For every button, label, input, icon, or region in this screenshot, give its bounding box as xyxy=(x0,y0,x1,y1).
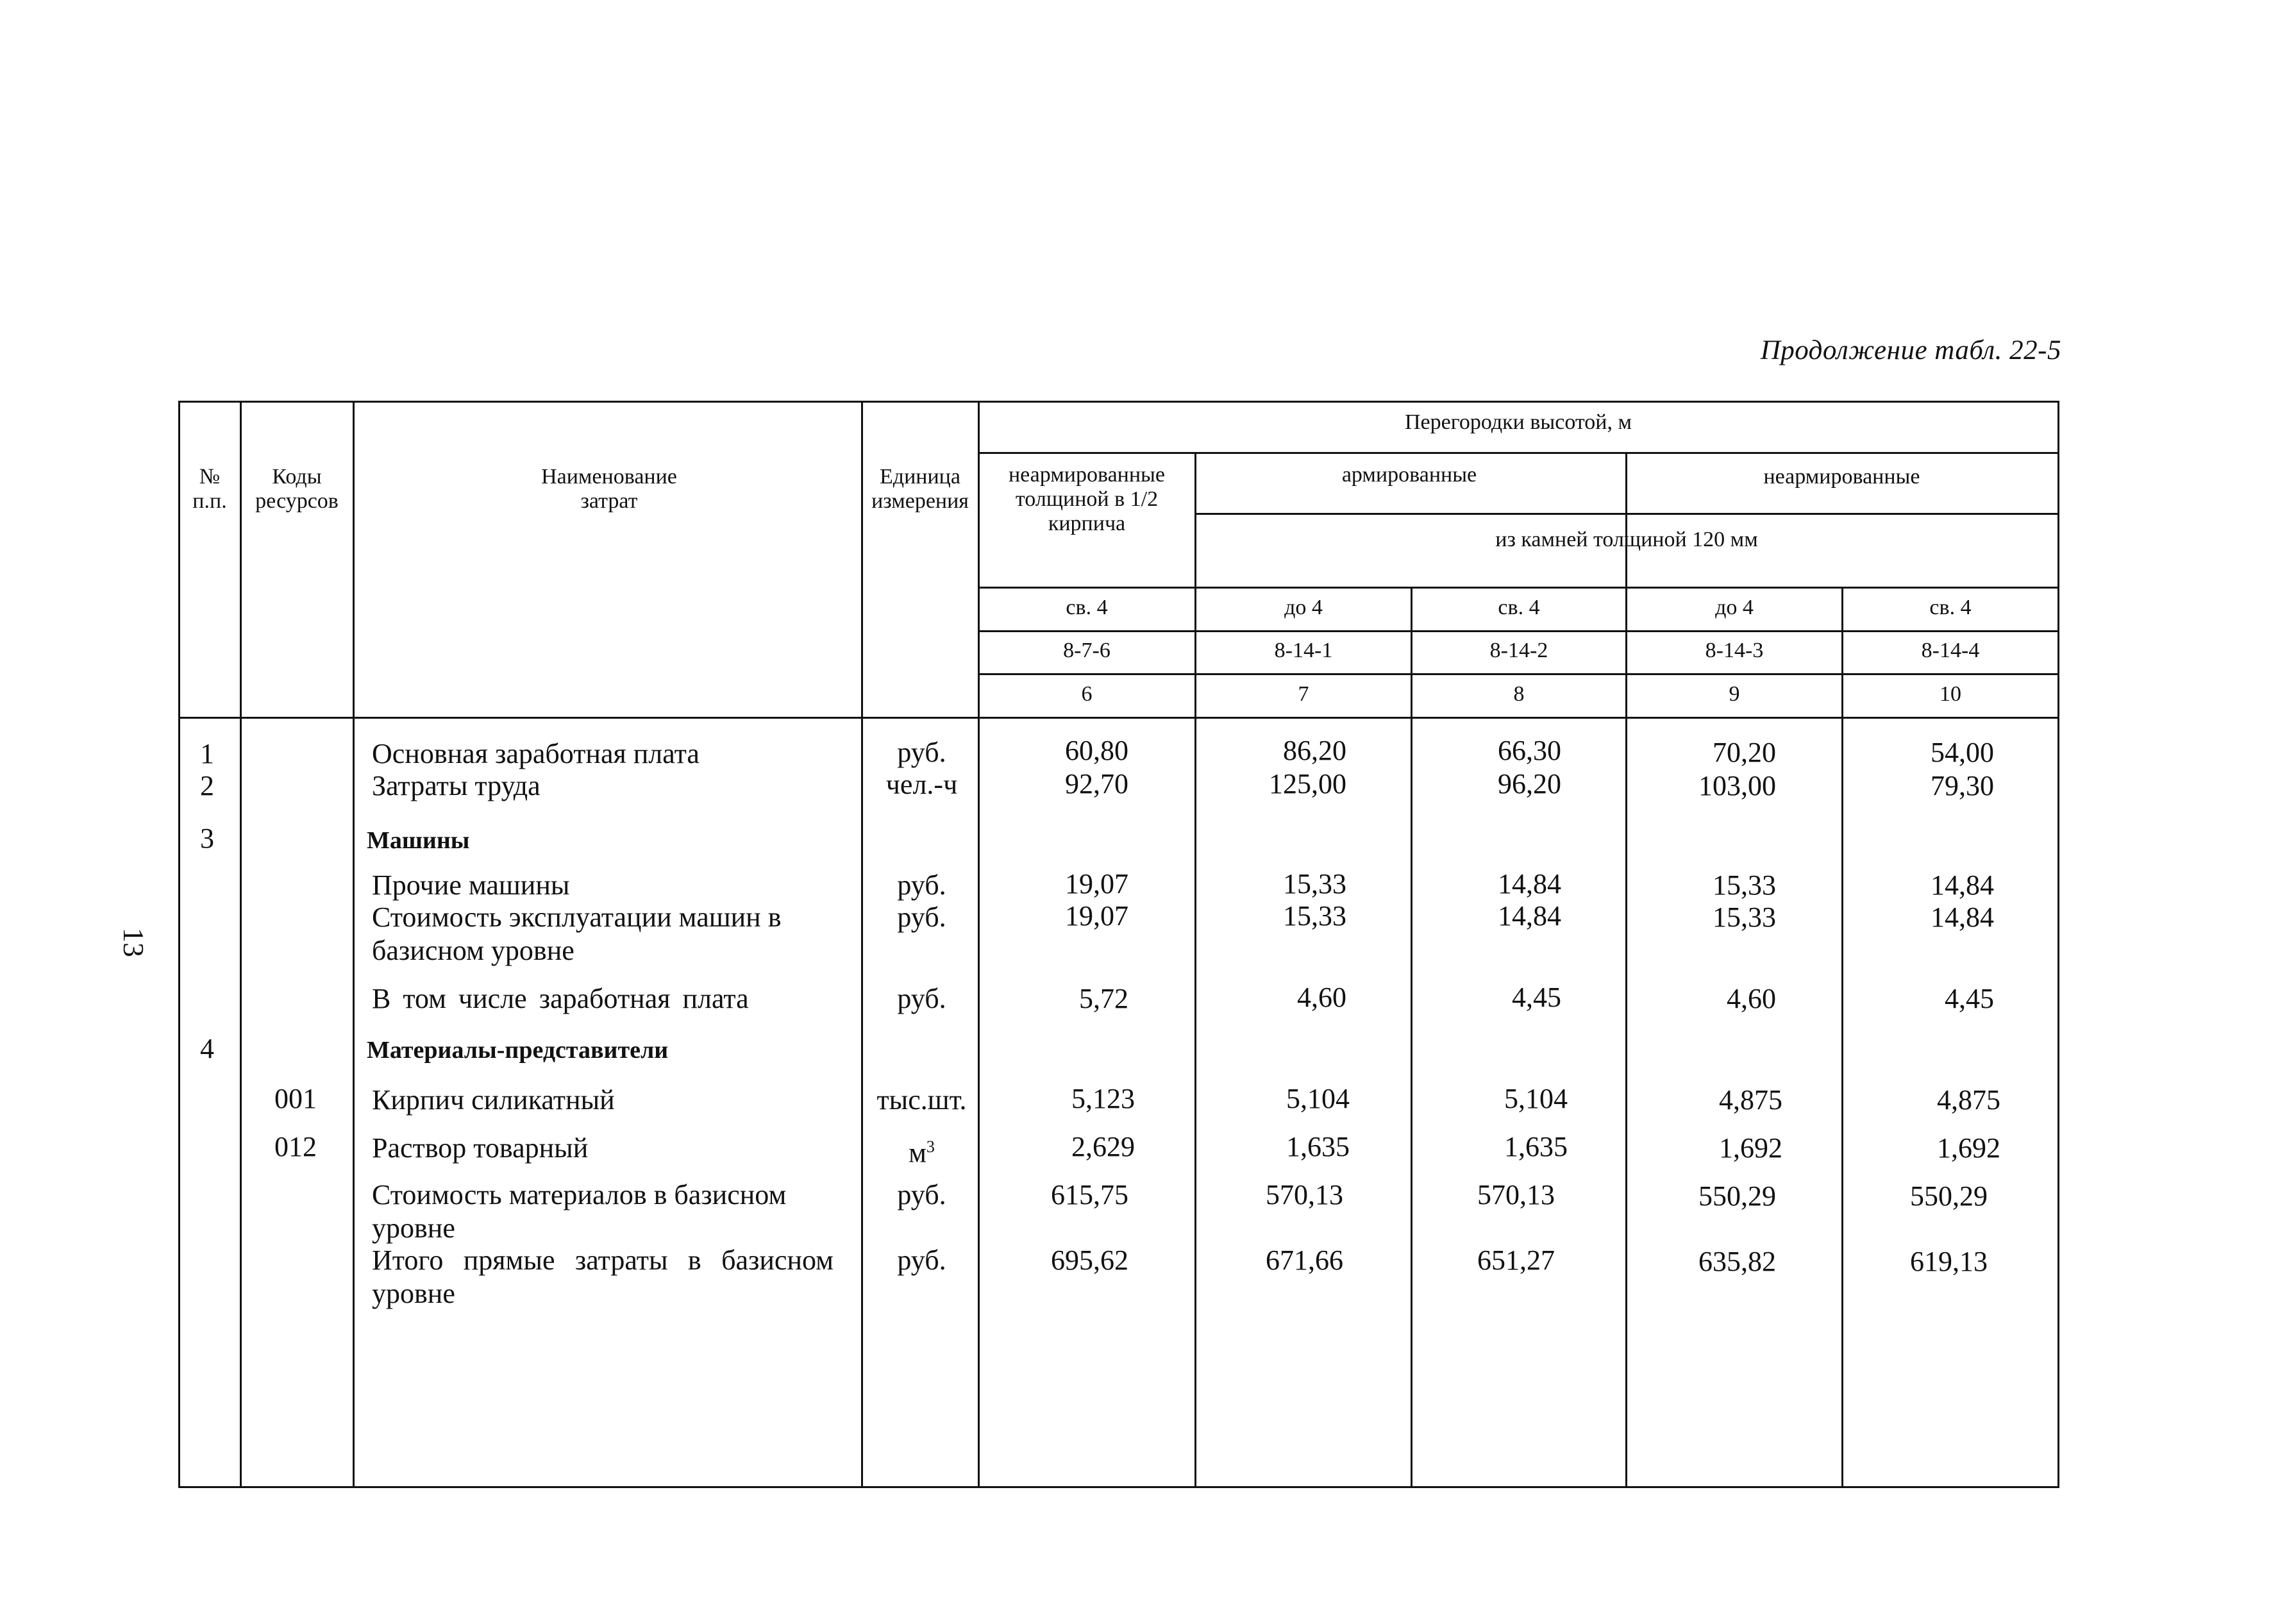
row-value: 5,104 xyxy=(1504,1083,1568,1114)
row-value: 695,62 xyxy=(1051,1244,1128,1276)
row-value: 15,33 xyxy=(1713,901,1776,933)
unit-text: м xyxy=(909,1137,926,1169)
header-col-number: 8 xyxy=(1513,682,1525,706)
header-unit: Единица измерения xyxy=(871,465,969,513)
row-value: 5,123 xyxy=(1071,1083,1135,1114)
row-name: Кирпич силикатный xyxy=(372,1084,615,1116)
row-divider xyxy=(978,587,2057,589)
row-value: 550,29 xyxy=(1698,1180,1776,1212)
row-value: 14,84 xyxy=(1931,869,1994,901)
row-value: 92,70 xyxy=(1065,768,1128,799)
row-value: 19,07 xyxy=(1065,900,1128,932)
row-unit: руб. xyxy=(897,737,946,768)
row-code: 012 xyxy=(274,1131,317,1162)
row-value: 4,875 xyxy=(1719,1084,1782,1116)
row-name: Основная заработная плата xyxy=(372,738,700,769)
row-name: Стоимость эксплуатации машин в базисном уровне xyxy=(372,901,782,966)
row-name: Итого прямые затраты в базисном уровне xyxy=(372,1244,834,1309)
row-unit: руб. xyxy=(897,1179,946,1210)
header-code: 8-7-6 xyxy=(1063,639,1110,662)
row-divider xyxy=(978,673,2057,675)
header-code: 8-14-4 xyxy=(1921,639,1980,662)
row-unit: руб. xyxy=(897,869,946,901)
row-value: 60,80 xyxy=(1065,735,1128,766)
row-value: 70,20 xyxy=(1713,737,1776,768)
col-divider xyxy=(240,401,242,1486)
section-heading: Материалы-представители xyxy=(367,1037,669,1064)
header-height: св. 4 xyxy=(1929,596,1972,619)
row-value: 66,30 xyxy=(1498,735,1561,766)
header-col-number: 10 xyxy=(1940,682,1961,706)
row-value: 615,75 xyxy=(1051,1179,1128,1210)
row-value: 1,635 xyxy=(1286,1131,1350,1162)
col-divider xyxy=(1411,587,1412,1486)
row-number: 3 xyxy=(200,823,214,854)
row-unit: руб. xyxy=(897,983,946,1014)
col-divider xyxy=(861,401,863,1486)
row-unit: чел.-ч xyxy=(885,769,958,800)
section-heading: Машины xyxy=(367,827,470,854)
row-value: 5,72 xyxy=(1079,983,1128,1014)
page-number: 13 xyxy=(117,928,150,957)
header-no: № п.п. xyxy=(192,465,227,513)
header-group-title: Перегородки высотой, м xyxy=(1404,410,1632,434)
row-value: 86,20 xyxy=(1283,735,1346,766)
header-col-number: 7 xyxy=(1298,682,1309,706)
row-value: 14,84 xyxy=(1498,900,1561,932)
row-value: 4,45 xyxy=(1512,982,1561,1013)
row-number: 1 xyxy=(200,738,214,769)
col-divider xyxy=(1841,587,1843,1486)
row-value: 570,13 xyxy=(1477,1179,1555,1210)
header-bottom-line xyxy=(178,717,2057,719)
row-name: Затраты труда xyxy=(372,770,541,801)
header-reinforced: армированные xyxy=(1341,463,1477,487)
row-value: 1,635 xyxy=(1504,1131,1568,1162)
row-value: 651,27 xyxy=(1477,1244,1555,1276)
row-name: Стоимость материалов в базисном уровне xyxy=(372,1179,787,1244)
header-code: 8-14-2 xyxy=(1489,639,1548,662)
header-col-number: 9 xyxy=(1729,682,1740,706)
header-height: св. 4 xyxy=(1498,596,1540,619)
row-unit: руб. xyxy=(897,901,946,933)
row-value: 15,33 xyxy=(1713,869,1776,901)
unit-superscript: 3 xyxy=(926,1137,935,1156)
row-unit xyxy=(866,1130,978,1170)
row-unit: руб. xyxy=(897,1244,946,1276)
row-value: 96,20 xyxy=(1498,768,1561,799)
header-col-number: 6 xyxy=(1081,682,1093,706)
col-divider xyxy=(353,401,355,1486)
table-caption: Продолжение табл. 22-5 xyxy=(1760,335,2061,365)
row-unit: тыс.шт. xyxy=(876,1084,967,1116)
row-value: 15,33 xyxy=(1283,868,1346,900)
row-value: 1,692 xyxy=(1719,1132,1782,1164)
row-number: 2 xyxy=(200,770,214,801)
row-value: 635,82 xyxy=(1698,1246,1776,1277)
row-value: 103,00 xyxy=(1698,770,1776,801)
row-name: Раствор товарный xyxy=(372,1132,589,1164)
row-name: В том числе заработная плата xyxy=(372,983,749,1014)
row-value: 125,00 xyxy=(1269,768,1346,799)
header-nonreinforced: неармированные xyxy=(1763,465,1920,489)
row-divider xyxy=(1194,513,2057,515)
row-value: 1,692 xyxy=(1937,1132,2000,1164)
row-value: 570,13 xyxy=(1266,1179,1343,1210)
row-value: 2,629 xyxy=(1071,1131,1135,1162)
row-divider xyxy=(978,630,2057,632)
row-value: 79,30 xyxy=(1931,770,1994,801)
row-value: 619,13 xyxy=(1910,1246,1988,1277)
row-value: 14,84 xyxy=(1931,901,1994,933)
row-code: 001 xyxy=(274,1083,317,1114)
row-value: 4,60 xyxy=(1727,983,1776,1014)
row-value: 19,07 xyxy=(1065,868,1128,900)
header-height: до 4 xyxy=(1715,596,1754,619)
row-name: Прочие машины xyxy=(372,869,570,901)
row-value: 550,29 xyxy=(1910,1180,1988,1212)
row-value: 5,104 xyxy=(1286,1083,1350,1114)
row-value: 4,875 xyxy=(1937,1084,2000,1116)
row-number: 4 xyxy=(200,1033,214,1064)
header-name: Наименование затрат xyxy=(541,465,677,513)
row-value: 54,00 xyxy=(1931,737,1994,768)
header-nonreinforced-brick: неармированные толщиной в 1/2 кирпича xyxy=(1008,463,1165,535)
row-value: 671,66 xyxy=(1266,1244,1343,1276)
row-value: 14,84 xyxy=(1498,868,1561,900)
col-divider xyxy=(978,401,980,1486)
header-codes: Коды ресурсов xyxy=(255,465,339,513)
header-height: св. 4 xyxy=(1066,596,1108,619)
header-code: 8-14-1 xyxy=(1274,639,1333,662)
row-value: 4,45 xyxy=(1945,983,1994,1014)
row-value: 4,60 xyxy=(1297,982,1346,1013)
row-divider xyxy=(978,452,2057,454)
header-code: 8-14-3 xyxy=(1705,639,1764,662)
row-value: 15,33 xyxy=(1283,900,1346,932)
header-stone-note: из камней толщиной 120 мм xyxy=(1495,528,1758,551)
header-height: до 4 xyxy=(1284,596,1323,619)
